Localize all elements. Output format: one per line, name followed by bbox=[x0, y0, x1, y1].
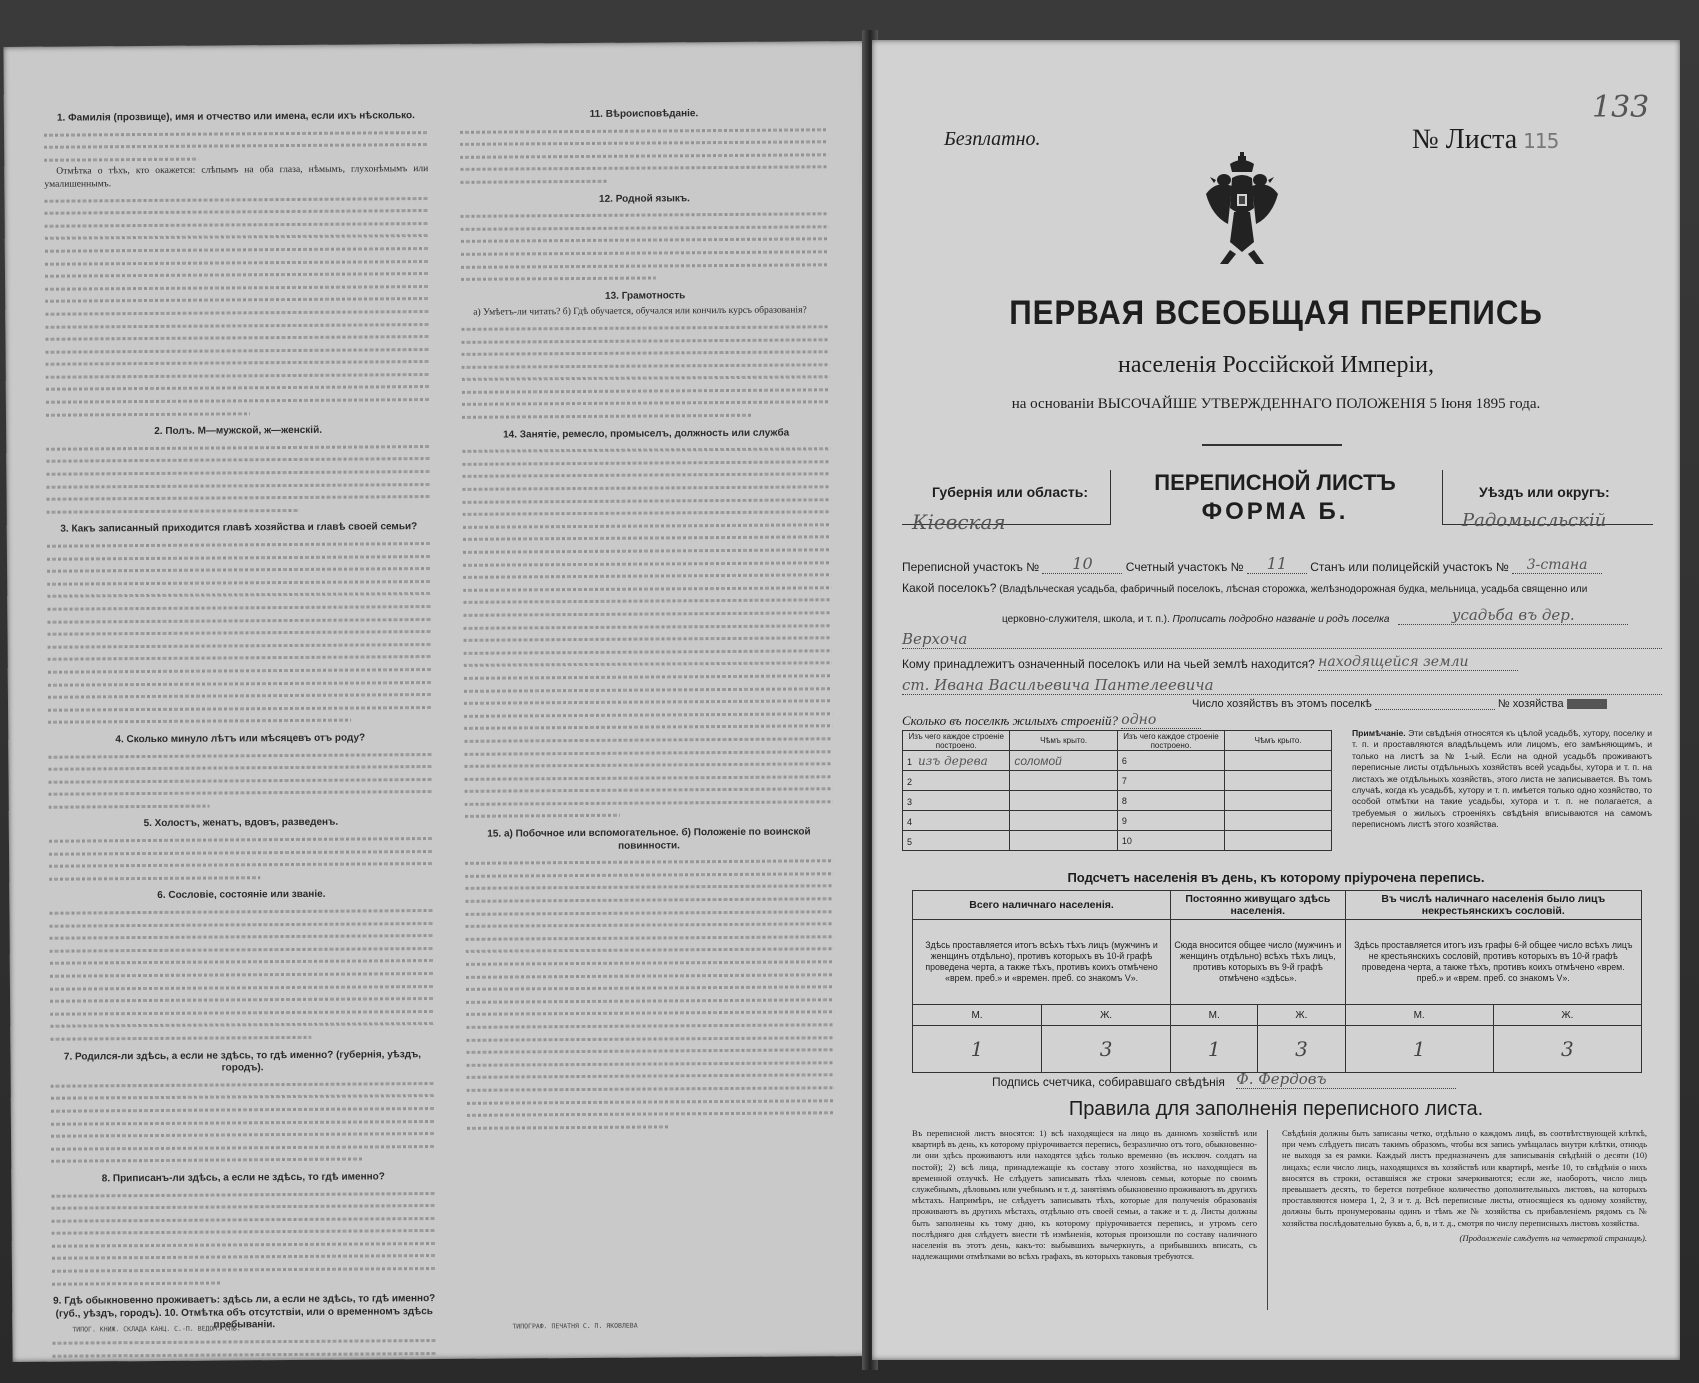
divider bbox=[1202, 444, 1342, 446]
building-roof-cell bbox=[1225, 751, 1332, 771]
body-text-line bbox=[460, 175, 607, 189]
body-text-line bbox=[49, 799, 210, 813]
building-row-number: 1 bbox=[907, 756, 913, 767]
section-paragraph: а) Умѣетъ-ли читать? б) Гдѣ обучается, обучался или кончилъ курсъ образованія? bbox=[473, 304, 807, 319]
settlement-type-note: (Владѣльческая усадьба, фабричный поселокъ, лѣсная сторожка, желѣзнодорожная будка, мельница, усадьба священно или bbox=[999, 584, 1588, 595]
female-count: 3 bbox=[1258, 1026, 1345, 1073]
building-row-number: 4 bbox=[907, 816, 913, 827]
gubernia-label: Губернія или область: bbox=[932, 484, 1089, 500]
buildings-material-header-2: Изъ чего каждое строеніе построено. bbox=[1117, 731, 1224, 751]
female-count: 3 bbox=[1042, 1026, 1171, 1073]
population-column-explanation: Здѣсь проставляется итогъ всѣхъ тѣхъ лицъ (мужчинъ и женщинъ отдѣльно), противъ которыхъ въ 10-й графѣ проведена черта, а также тѣхъ, противъ коихъ отмѣчено «врем. преб.» и «времен. преб. со знакомъ V». bbox=[913, 920, 1171, 1005]
form-name: ФОРМА Б. bbox=[1201, 498, 1349, 525]
male-label: М. bbox=[1171, 1005, 1258, 1026]
building-row bbox=[903, 791, 1332, 811]
building-material-cell bbox=[903, 791, 1010, 811]
right-page bbox=[872, 40, 1680, 1360]
document-title: ПЕРВАЯ ВСЕОБЩАЯ ПЕРЕПИСЬ bbox=[1009, 294, 1543, 332]
section-heading: 8. Приписанъ-ли здѣсь, а если не здѣсь, то гдѣ именно? bbox=[101, 1171, 385, 1185]
buildings-count-value: одно bbox=[1121, 712, 1201, 729]
building-row-number: 3 bbox=[907, 796, 913, 807]
owner-value: находящейся земли bbox=[1318, 654, 1518, 671]
sheet-number bbox=[1412, 124, 1558, 156]
rules-continued: (Продолженіе слѣдуетъ на четвертой страницѣ). bbox=[1459, 1232, 1647, 1243]
body-text-line bbox=[52, 1262, 436, 1277]
building-roof-cell: соломой bbox=[1010, 751, 1117, 771]
note-text: Эти свѣдѣнія относятся къ цѣлой усадьбѣ, хутору, поселку и т. п. и проставляются владѣльцемъ или лицомъ, его замѣняющимъ, и только на листѣ за № 1-ый. Если на одной усадьбѣ проживаютъ переписные листы отдѣльныхъ хозяйствъ всей усадьбы, хутора и т. п. на листахъ же отдѣльныхъ хозяйствъ, этого листа не записывается. Въ томъ случаѣ, когда къ усадьбѣ, хутору и т. п. имѣется только одно хозяйство, то особой отмѣтки на такие усадьбы, хутора и т. п. не полагается, а требуемыя о жилыхъ строеніяхъ свѣдѣнія вписываются на самомъ переписномъ листѣ этого хозяйства. bbox=[1352, 728, 1653, 830]
body-text-line bbox=[46, 407, 250, 421]
building-row bbox=[903, 771, 1332, 791]
building-material-cell: 7 bbox=[1117, 771, 1224, 791]
building-roof-cell bbox=[1225, 771, 1332, 791]
body-text-line bbox=[48, 714, 351, 729]
body-text-line bbox=[49, 871, 260, 885]
building-roof-cell bbox=[1225, 791, 1332, 811]
section-heading: 14. Занятіе, ремесло, промыселъ, должность или служба bbox=[503, 427, 790, 441]
population-table-row bbox=[913, 1026, 1642, 1073]
owner-line-2 bbox=[902, 676, 1662, 695]
male-label: М. bbox=[913, 1005, 1042, 1026]
section-heading: 9. Гдѣ обыкновенно проживаетъ: здѣсь ли, а если не здѣсь, то гдѣ именно? (губ., уѣздъ, городъ). 10. Отмѣтка объ отсутствіи, или о временномъ здѣсь пребываніи. bbox=[53, 1293, 436, 1332]
body-text-line bbox=[465, 809, 620, 823]
document-subtitle: населенія Россійской Имперіи, bbox=[1118, 352, 1434, 378]
note-title: Примѣчаніе. bbox=[1352, 728, 1406, 738]
uezd-value: Радомысльскій bbox=[1462, 510, 1607, 531]
settlement-type-value-2: Верхоча bbox=[902, 630, 1662, 649]
female-count: 3 bbox=[1493, 1026, 1641, 1073]
building-material-cell: 6 bbox=[1117, 751, 1224, 771]
settlement-type-line-3 bbox=[902, 630, 1662, 649]
owner-value-2: ст. Ивана Васильевича Пантелеевича bbox=[902, 676, 1662, 695]
free-label: Безплатно. bbox=[944, 128, 1041, 150]
body-text-line bbox=[51, 1153, 362, 1168]
section-heading: 3. Какъ записанный приходится главѣ хозяйства и главѣ своей семьи? bbox=[60, 521, 418, 536]
household-number-value bbox=[1567, 699, 1607, 709]
printer-footer-right: ТИПОГРАФ. ПЕЧАТНЯ С. П. ЯКОВЛЕВА bbox=[512, 1321, 638, 1331]
body-text-line bbox=[49, 785, 433, 800]
page-number: 133 bbox=[1592, 90, 1650, 125]
form-title: ПЕРЕПИСНОЙ ЛИСТЪ bbox=[1154, 470, 1396, 495]
section-heading: 1. Фамилія (прозвище), имя и отчество или имена, если ихъ нѣсколько. bbox=[56, 110, 415, 124]
buildings-material-header: Изъ чего каждое строеніе построено. bbox=[903, 731, 1010, 751]
settlement-type-note-3: Прописать подробно названіе и родъ поселка bbox=[1172, 614, 1390, 625]
settlement-type-line bbox=[902, 581, 1662, 595]
rules-column-2 bbox=[1282, 1128, 1647, 1244]
body-text-line bbox=[44, 138, 428, 153]
building-material-cell: 9 bbox=[1117, 811, 1224, 831]
settlement-type-line-2 bbox=[902, 606, 1662, 625]
population-column-header: Постоянно живущаго здѣсь населенія. bbox=[1171, 891, 1345, 920]
male-count: 1 bbox=[1345, 1026, 1493, 1073]
body-text-line bbox=[44, 152, 198, 166]
building-material-value: изъ дерева bbox=[918, 753, 988, 768]
building-row bbox=[903, 811, 1332, 831]
header-fields bbox=[902, 470, 1652, 540]
body-text-line bbox=[467, 1120, 669, 1134]
rules-column-1: Въ переписной листъ вносятся: 1) всѣ находящіеся на лицо въ данномъ хозяйствѣ или квартирѣ въ день, къ которому пріурочивается перепись, безразлично отъ того, обыкновенно-ли они здѣсь проживаютъ или находятся здѣсь только временно (въ исключ. солдатъ на постой); 2) всѣ лица, принадлежащіе къ составу этого хозяйства, но находящіеся въ временной отлучкѣ. Не слѣдуетъ записывать тѣхъ членовъ семьи, которые по своимъ служебнымъ, дѣловымъ или учебнымъ и т. д. занятіямъ обыкновенно проживаютъ въ другихъ мѣстахъ. Напримѣръ, не слѣдуетъ записывать тѣхъ, которые для полученія образованія проживаютъ въ другихъ мѣстахъ, отдѣльно отъ своей семьи, а также и т. д. Листы должны быть заполнены къ тому дню, къ которому пріурочивается перепись, и утромъ сего послѣдняго дня слѣдуетъ внести тѣ измѣненія, которыя произошли по составу наличного населенія въ этотъ день, какъ-то: выбывшихъ вычеркнуть, а прибывшихъ вписать, съ надлежащими отмѣтками во всѣхъ графахъ, въ которыхъ таковыя требуются. bbox=[912, 1128, 1257, 1262]
population-column-explanation: Сюда вносится общее число (мужчинъ и женщинъ отдѣльно) всѣхъ тѣхъ лицъ, противъ которыхъ въ 9-й графѣ отмѣчено «здѣсь». bbox=[1171, 920, 1345, 1005]
gubernia-value: Кіевская bbox=[912, 510, 1006, 534]
population-table-row bbox=[913, 891, 1642, 920]
double-headed-eagle-icon bbox=[1202, 150, 1282, 270]
buildings-table bbox=[902, 730, 1332, 851]
male-count: 1 bbox=[913, 1026, 1042, 1073]
male-count: 1 bbox=[1171, 1026, 1258, 1073]
legal-basis: на основаніи ВЫСОЧАЙШЕ УТВЕРЖДЕННАГО ПОЛОЖЕНІЯ 5 Іюня 1895 года. bbox=[1011, 396, 1541, 412]
sheet-number-value: 115 bbox=[1523, 129, 1559, 153]
building-material-cell: 8 bbox=[1117, 791, 1224, 811]
body-text-line bbox=[460, 161, 828, 176]
buildings-count-label: Сколько въ поселкѣ жилыхъ строеній? bbox=[902, 713, 1119, 728]
section-heading: 15. а) Побочное или вспомогательное. б) Положеніе по воинской повинности. bbox=[487, 826, 811, 852]
building-row bbox=[903, 831, 1332, 851]
population-count-heading: Подсчетъ населенія въ день, къ которому пріурочена перепись. bbox=[1067, 870, 1485, 885]
buildings-table-header bbox=[903, 731, 1332, 751]
population-column-header: Въ числѣ наличнаго населенія было лицъ некрестьянскихъ сословій. bbox=[1345, 891, 1641, 920]
building-material-cell bbox=[903, 811, 1010, 831]
population-table-row bbox=[913, 1005, 1642, 1026]
population-count-table bbox=[912, 890, 1642, 1073]
stan-value: 3-стана bbox=[1512, 557, 1602, 574]
female-label: Ж. bbox=[1042, 1005, 1171, 1026]
sheet-number-label: № Листа bbox=[1412, 124, 1518, 155]
rules-separator bbox=[1267, 1130, 1268, 1310]
body-text-line bbox=[52, 1276, 221, 1290]
count-district-label: Счетный участокъ № bbox=[1125, 560, 1244, 574]
section-heading: 2. Полъ. М—мужской, ж—женскій. bbox=[154, 425, 323, 438]
settlement-type-value: усадьба въ дер. bbox=[1398, 606, 1628, 625]
building-roof-cell bbox=[1225, 831, 1332, 851]
signature-label: Подпись счетчика, собиравшаго свѣдѣнія bbox=[992, 1075, 1225, 1089]
building-row-number: 2 bbox=[907, 776, 913, 787]
buildings-note bbox=[1352, 728, 1652, 831]
owner-label: Кому принадлежитъ означенный поселокъ или на чьей землѣ находится? bbox=[902, 657, 1315, 671]
section-heading: 12. Родной языкъ. bbox=[598, 192, 690, 205]
population-column-explanation: Здѣсь проставляется итогъ изъ графы 6-й общее число всѣхъ лицъ не крестьянскихъ сословій, противъ которыхъ въ 10-й графѣ проведена черта, а также тѣхъ, противъ коихъ отмѣчено «врем. преб.» и «врем. преб. со знакомъ V». bbox=[1345, 920, 1641, 1005]
signature-value: Ф. Фердовъ bbox=[1236, 1070, 1456, 1089]
building-roof-cell bbox=[1010, 771, 1117, 791]
households-count-label: Число хозяйствъ въ этомъ поселкѣ bbox=[1192, 698, 1372, 710]
body-text-line bbox=[461, 272, 656, 286]
buildings-roof-header: Чѣмъ крыто. bbox=[1010, 731, 1117, 751]
section-heading: 13. Грамотность bbox=[604, 289, 686, 302]
building-roof-cell bbox=[1010, 811, 1117, 831]
left-page-column-1 bbox=[44, 104, 438, 1362]
form-heading bbox=[1110, 470, 1440, 526]
section-heading: 4. Сколько минуло лѣтъ или мѣсяцевъ отъ роду? bbox=[115, 732, 366, 746]
owner-line bbox=[902, 654, 1662, 671]
building-material-cell bbox=[903, 831, 1010, 851]
left-page-column-2 bbox=[460, 101, 835, 1134]
building-row bbox=[903, 751, 1332, 771]
stan-label: Станъ или полицейскій участокъ № bbox=[1310, 560, 1509, 574]
section-heading: 6. Сословіе, состояніе или званіе. bbox=[157, 889, 326, 902]
section-heading: 7. Родился-ли здѣсь, а если не здѣсь, то гдѣ именно? (губернія, уѣздъ, городъ). bbox=[63, 1048, 422, 1074]
male-label: М. bbox=[1345, 1005, 1493, 1026]
households-count-value bbox=[1375, 709, 1495, 710]
buildings-roof-header-2: Чѣмъ крыто. bbox=[1225, 731, 1332, 751]
settlement-type-label: Какой поселокъ? bbox=[902, 581, 997, 595]
building-material-cell bbox=[903, 771, 1010, 791]
settlement-type-note-2: церковно-служителя, школа, и т. п.). bbox=[1002, 614, 1170, 625]
census-district-label: Переписной участокъ № bbox=[902, 560, 1040, 574]
section-heading: 5. Холостъ, женатъ, вдовъ, разведенъ. bbox=[143, 817, 339, 830]
census-district-value: 10 bbox=[1042, 554, 1122, 574]
building-row-number: 5 bbox=[907, 836, 913, 847]
body-text-line bbox=[462, 409, 753, 424]
population-column-header: Всего наличнаго населенія. bbox=[913, 891, 1171, 920]
building-roof-cell bbox=[1010, 831, 1117, 851]
section-paragraph: Отмѣтка о тѣхъ, кто окажется: слѣпымъ на оба глаза, нѣмымъ, глухонѣмымъ или умалишеннымъ. bbox=[44, 163, 429, 190]
enumerator-signature-line bbox=[992, 1070, 1456, 1089]
body-text-line bbox=[50, 1031, 311, 1045]
building-roof-cell bbox=[1225, 811, 1332, 831]
households-line bbox=[902, 698, 1662, 710]
count-district-value: 11 bbox=[1247, 554, 1307, 574]
uezd-label: Уѣздъ или округъ: bbox=[1479, 484, 1610, 500]
building-roof-cell bbox=[1010, 791, 1117, 811]
household-number-label: № хозяйства bbox=[1497, 698, 1564, 710]
rules-column-2-text: Свѣдѣнія должны быть записаны четко, отдѣльно о каждомъ лицѣ, въ соотвѣтствующей клѣткѣ, при чемъ слѣдуетъ писать такимъ образомъ, чтобы вся запись умѣщалась внутри клѣтки, отнюдь не выходя за ея рамки. Каждый листъ предназначенъ для записыванія свѣдѣній о десяти (10) лицахъ; если число лицъ, находящихся въ хозяйствѣ или квартирѣ, менѣе 10, то свѣдѣнія о нихъ вносятся въ строки, оставшіяся же строки зачеркиваются; если же, наоборотъ, число лицъ превышаетъ десять, то берется потребное количество дополнительныхъ листовъ, на которыхъ проставляются номера 1, 2, 3 и т. д. Всѣ переписные листы, относящіеся къ одному хозяйству, должны быть пронумерованы одинъ и тѣмъ же № хозяйства съ прибавленіемъ рядомъ съ № хозяйства послѣдовательно буквъ а, б, в, и т. д., смотря по числу переписныхъ листовъ хозяйства. bbox=[1282, 1128, 1647, 1228]
building-material-cell: 10 bbox=[1117, 831, 1224, 851]
building-material-cell bbox=[903, 751, 1010, 771]
female-label: Ж. bbox=[1493, 1005, 1641, 1026]
left-page bbox=[3, 41, 874, 1362]
body-text-line bbox=[465, 795, 833, 810]
printer-footer-left: ТИПОГ. КНИЖ. СКЛАДА КАНЦ. С.-П. ВЕДОМ. СПБ. bbox=[72, 1324, 241, 1334]
female-label: Ж. bbox=[1258, 1005, 1345, 1026]
population-table-row bbox=[913, 920, 1642, 1005]
districts-line bbox=[902, 554, 1662, 574]
buildings-line bbox=[902, 712, 1662, 729]
section-heading: 11. Вѣроисповѣданіе. bbox=[589, 108, 699, 120]
body-text-line bbox=[47, 504, 301, 518]
rules-heading: Правила для заполненія переписного листа. bbox=[1068, 1098, 1484, 1120]
